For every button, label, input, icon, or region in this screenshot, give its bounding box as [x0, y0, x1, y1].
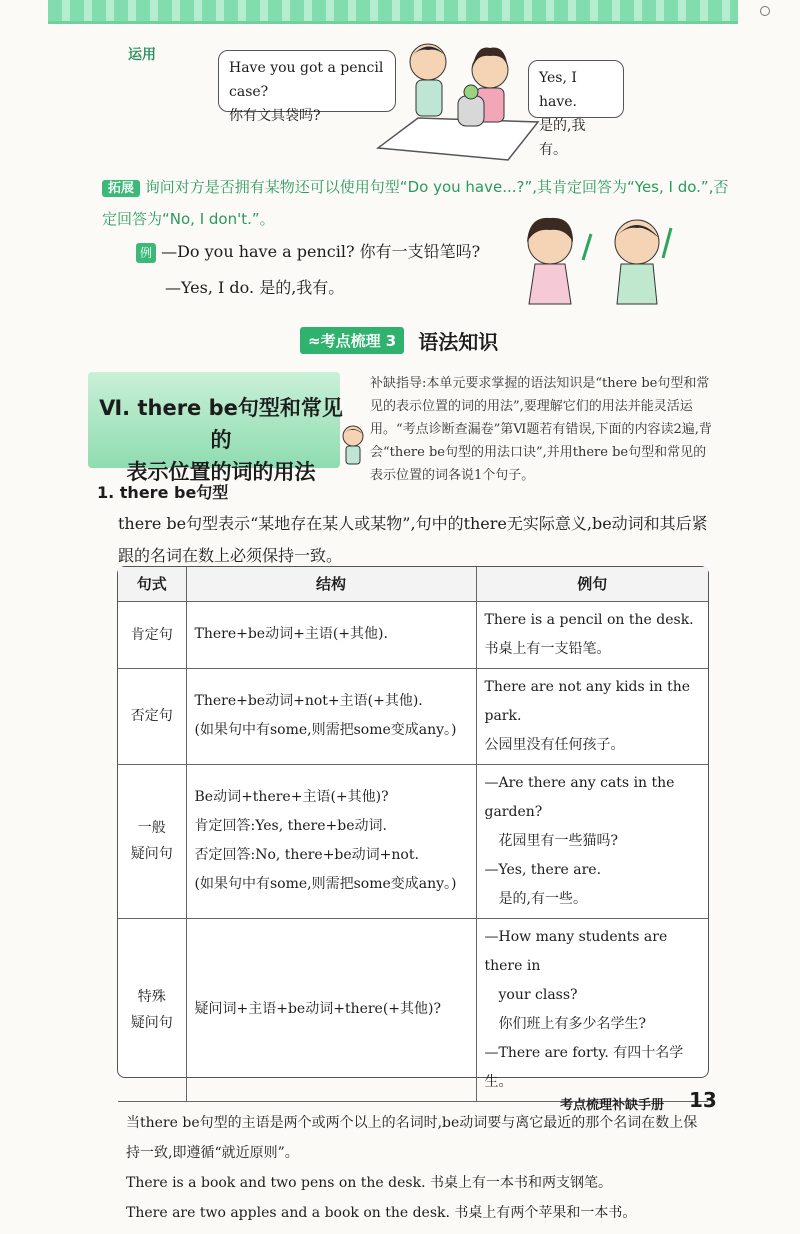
example-line-1	[136, 234, 480, 270]
section-badge: ≈考点梳理 3	[300, 327, 404, 354]
kids-with-pencil-case-illustration	[378, 30, 538, 162]
two-kids-with-pencils-illustration	[505, 212, 680, 308]
topic-title	[96, 392, 346, 488]
table-header-row	[118, 567, 708, 601]
section-title: 语法知识	[418, 330, 499, 354]
note-example-2: There are two apples and a book on the desk. 书桌上有两个苹果和一本书。	[126, 1204, 637, 1221]
topic-title-line-2: 表示位置的词的用法	[126, 460, 316, 484]
row-example: —How many students are there in your class? 你们班上有多少名学生? —There are forty. 有四十名学生。	[476, 918, 708, 1101]
table-row	[118, 764, 708, 918]
footer-book-title: 考点梳理补缺手册	[560, 1098, 665, 1113]
extension-tag: 拓展	[102, 180, 140, 197]
extension-text: 询问对方是否拥有某物还可以使用句型“Do you have...?”,其肯定回答为“Yes, I do.”,否定回答为“No, I don't.”。	[102, 178, 729, 228]
section-heading	[300, 326, 498, 355]
table-row	[118, 918, 708, 1101]
intro-paragraph: there be句型表示“某地存在某人或某物”,句中的there无实际意义,be动词和其后紧跟的名词在数上必须保持一致。	[118, 514, 708, 565]
table-note-row	[118, 1101, 708, 1234]
note-rule: 当there be句型的主语是两个或两个以上的名词时,be动词要与离它最近的那个名词在数上保持一致,即遵循“就近原则”。	[126, 1114, 698, 1161]
speech-bubble-question	[218, 50, 396, 124]
row-structure: There+be动词+主语(+其他).	[186, 601, 476, 668]
row-example: There are not any kids in the park. 公园里没有任何孩子。	[476, 668, 708, 764]
speech-bubble-answer	[528, 60, 624, 158]
example-line-1-text: —Do you have a pencil? 你有一支铅笔吗?	[161, 242, 481, 261]
header-structure: 结构	[186, 567, 476, 601]
table-row	[118, 601, 708, 668]
row-example: There is a pencil on the desk. 书桌上有一支铅笔。	[476, 601, 708, 668]
bubble-answer-en: Yes, I have.	[539, 70, 578, 110]
row-structure: There+be动词+not+主语(+其他). (如果句中有some,则需把some变成any。)	[186, 668, 476, 764]
row-type: 肯定句	[118, 601, 186, 668]
small-boy-icon	[338, 424, 368, 468]
row-example: —Are there any cats in the garden? 花园里有一些猫吗? —Yes, there are. 是的,有一些。	[476, 764, 708, 918]
row-type: 一般 疑问句	[118, 764, 186, 918]
header-example: 例句	[476, 567, 708, 601]
subheading-there-be: 1. there be句型	[97, 483, 229, 502]
study-guide-text: 补缺指导:本单元要求掌握的语法知识是“there be句型和常见的表示位置的词的用法”,要理解它们的用法并能灵活运用。“考点诊断查漏卷”第Ⅵ题若有错误,下面的内容读2遍,背会“there be句型的用法口诀”,并用there be句型和常见的表示位置的词各说1个句子。	[370, 376, 712, 483]
note-example-1: There is a book and two pens on the desk. 书桌上有一本书和两支钢笔。	[126, 1174, 612, 1191]
usage-label: 运用	[128, 47, 156, 63]
bubble-question-cn: 你有文具袋吗?	[229, 108, 321, 124]
table-row	[118, 668, 708, 764]
row-type: 否定句	[118, 668, 186, 764]
header-type: 句式	[118, 567, 186, 601]
example-tag: 例	[136, 243, 156, 263]
topic-title-line-1: Ⅵ. there be句型和常见的	[99, 396, 343, 452]
row-structure: Be动词+there+主语(+其他)? 肯定回答:Yes, there+be动词. 否定回答:No, there+be动词+not. (如果句中有some,则需把some变成any。)	[186, 764, 476, 918]
bubble-question-en: Have you got a pencil case?	[229, 60, 384, 100]
row-structure: 疑问词+主语+be动词+there(+其他)?	[186, 918, 476, 1101]
top-decorative-band	[48, 0, 738, 24]
bubble-answer-cn: 是的,我有。	[539, 118, 586, 158]
page-number: 13	[689, 1088, 717, 1112]
example-line-2: —Yes, I do. 是的,我有。	[165, 278, 345, 297]
table-note	[118, 1101, 708, 1234]
corner-hole-mark	[760, 6, 770, 16]
row-type: 特殊 疑问句	[118, 918, 186, 1101]
